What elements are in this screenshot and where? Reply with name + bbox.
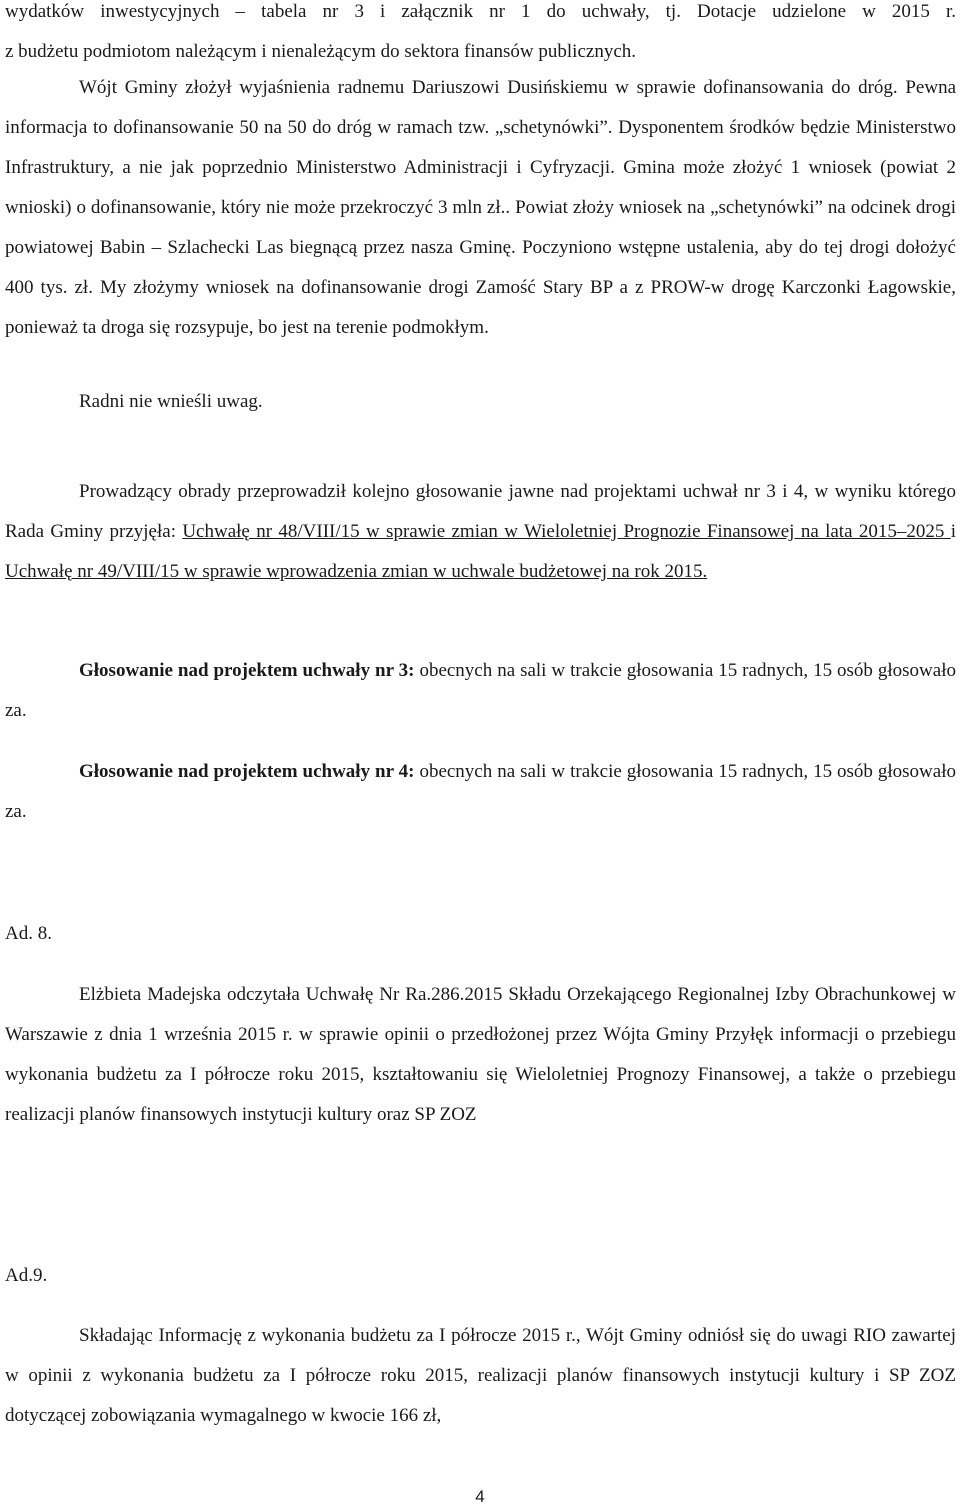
resolutions-intro: Prowadzący obrady przeprowadził kolejno głosowanie jawne nad projektami uchwał nr 3 i 4, w wyniku którego Rada Gminy przyjęła: xyxy=(5,481,956,542)
vote-4-text: obecnych na sali w trakcie głosowania 15 radnych, 15 osób głosowało za. xyxy=(5,761,956,822)
resolutions-connector: i xyxy=(950,521,956,542)
page-number: 4 xyxy=(475,1487,485,1506)
vote-3-label: Głosowanie nad projektem uchwały nr 3: xyxy=(79,660,415,681)
paragraph-line: z budżetu podmiotom należącym i nienależącym do sektora finansów publicznych. xyxy=(5,41,637,62)
paragraph-road-funding: Wójt Gminy złożył wyjaśnienia radnemu Dariuszowi Dusińskiemu w sprawie dofinansowania do dróg. Pewna informacja to dofinansowanie 50 na 50 do dróg w ramach tzw. „schetynówki”. Dysponentem środków będzie Ministerstwo Infrastruktury, a nie jak poprzednio Ministerstwo Administracji i Cyfryzacji. Gmina może złożyć 1 wniosek (powiat 2 wnioski) o dofinansowanie, który nie może przekroczyć 3 mln zł.. Powiat złoży wniosek na „schetynówki” na odcinek drogi powiatowej Babin – Szlachecki Las biegnącą przez nasza Gminę. Poczyniono wstępne ustalenia, aby do tej drogi dołożyć 400 tys. zł. My złożymy wniosek na dofinansowanie drogi Zamość Stary BP a z PROW-w drogę Karczonki Łagowskie, ponieważ ta droga się rozsypuje, bo jest na terenie podmokłym. xyxy=(5,77,956,338)
paragraph-resolutions-adopted xyxy=(5,472,956,592)
paragraph-line: wydatków inwestycyjnych – tabela nr 3 i załącznik nr 1 do uchwały, tj. Dotacje udzielone w 2015 r. xyxy=(5,1,956,22)
paragraph-vote-4 xyxy=(5,752,956,832)
paragraph-rio-resolution: Elżbieta Madejska odczytała Uchwałę Nr Ra.286.2015 Składu Orzekającego Regionalnej Izby Obrachunkowej w Warszawie z dnia 1 września 2015 r. w sprawie opinii o przedłożonej przez Wójta Gminy Przyłęk informacji o przebiegu wykonania budżetu za I półrocze roku 2015, kształtowaniu się Wieloletniej Prognozy Finansowej, a także o przebiegu realizacji planów finansowych instytucji kultury oraz SP ZOZ xyxy=(5,984,956,1125)
vote-3-text: obecnych na sali w trakcie głosowania 15 radnych, 15 osób głosowało za. xyxy=(5,660,956,721)
paragraph-continuation xyxy=(5,0,956,72)
paragraph-budget-report: Składając Informację z wykonania budżetu za I półrocze 2015 r., Wójt Gminy odniósł się do uwagi RIO zawartej w opinii z wykonania budżetu za I półrocze roku 2015, realizacji planów finansowych instytucji kultury i SP ZOZ dotyczącej zobowiązania wymagalnego w kwocie 166 zł, xyxy=(5,1325,956,1426)
heading-ad-8: Ad. 8. xyxy=(5,923,52,944)
vote-4-label: Głosowanie nad projektem uchwały nr 4: xyxy=(79,761,415,782)
paragraph-vote-3 xyxy=(5,651,956,731)
resolution-49: Uchwałę nr 49/VIII/15 w sprawie wprowadzenia zmian w uchwale budżetowej na rok 2015. xyxy=(5,561,708,582)
resolution-48: Uchwałę nr 48/VIII/15 w sprawie zmian w Wieloletniej Prognozie Finansowej na lata 2015–2025 xyxy=(182,521,951,542)
paragraph-no-remarks: Radni nie wnieśli uwag. xyxy=(79,391,263,412)
heading-ad-9: Ad.9. xyxy=(5,1265,48,1286)
